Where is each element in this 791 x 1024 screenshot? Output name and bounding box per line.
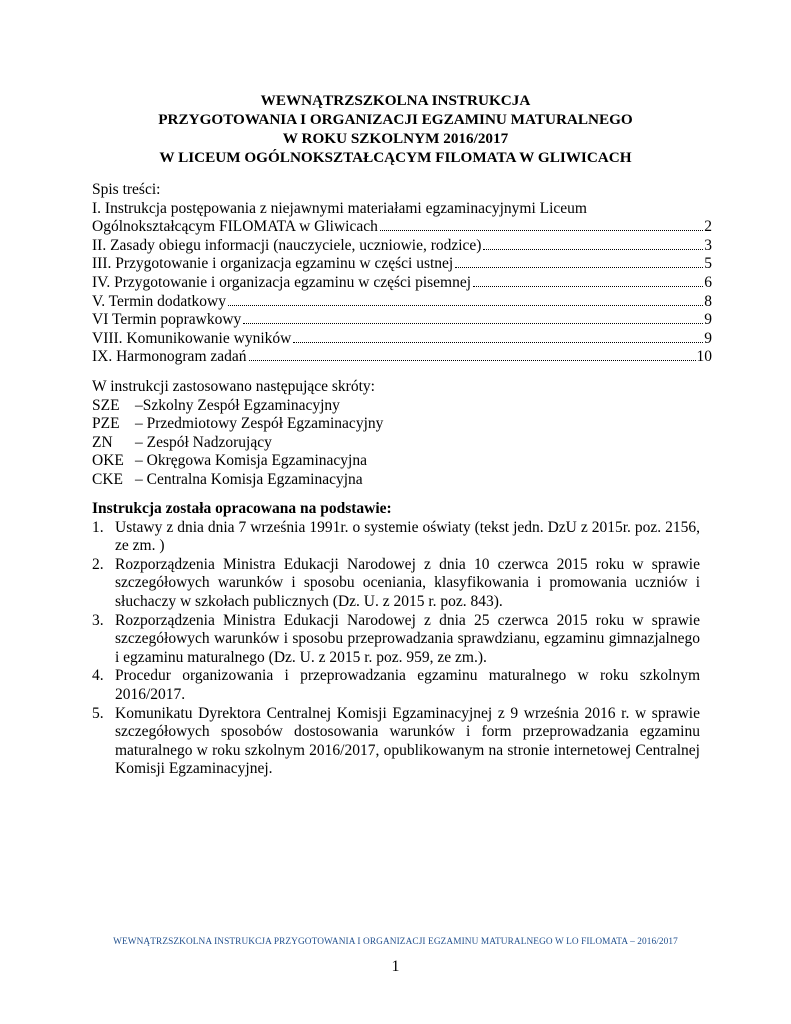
page-number: 1 [391,958,400,975]
abbreviation-value: – Przedmiotowy Zespół Egzaminacyjny [135,415,384,433]
item-number: 1. [92,518,104,536]
abbreviation-row [92,434,383,453]
toc-entry-page: 5 [704,255,712,273]
abbreviation-key: OKE [92,452,124,470]
abbreviation-row [92,471,383,490]
toc-entry-label: V. Termin dodatkowy [92,292,226,310]
toc-entry[interactable] [92,293,712,312]
abbreviation-value: –Szkolny Zespół Egzaminacyjny [135,396,340,414]
item-text: Komunikatu Dyrektora Centralnej Komisji Egzaminacyjnej z 9 września 2016 r. w sprawie szczegółowych sposobów dostosowania warunków i form przeprowadzania egzaminu maturalnego w roku szkolnym 2016/2017, opublikowanym na stronie internetowej Centralnej Komisji Egzaminacyjnej. [115,704,700,778]
item-number: 4. [92,667,104,685]
abbreviation-value: – Zespół Nadzorujący [135,433,272,451]
toc-leader-dots [455,266,703,268]
abbreviation-key: PZE [92,415,120,433]
toc-entry-page: 10 [696,348,712,366]
toc-entry-label: VI Termin poprawkowy [92,311,242,329]
legal-basis-item [92,612,700,668]
toc-entry-label: Ogólnokształcącym FILOMATA w Gliwicach [92,218,378,236]
legal-basis-item [92,519,700,556]
title-line-3: W ROKU SZKOLNYM 2016/2017 [282,130,509,147]
legal-basis-section [92,500,700,779]
item-number: 3. [92,611,104,629]
toc-heading: Spis treści: [92,181,161,198]
item-text: Ustawy z dnia dnia 7 września 1991r. o systemie oświaty (tekst jedn. DzU z 2015r. poz. 2156, ze zm. ) [115,518,700,555]
toc-entry[interactable] [92,330,712,349]
title-line-1: WEWNĄTRZSZKOLNA INSTRUKCJA [260,92,531,109]
toc-entry-page: 9 [704,329,712,347]
toc-entry[interactable] [92,274,712,293]
item-text: Procedur organizowania i przeprowadzania egzaminu maturalnego w roku szkolnym 2016/2017. [115,667,700,703]
abbreviation-key: CKE [92,470,123,488]
toc-leader-dots [380,229,703,231]
toc-entry[interactable] [92,237,712,256]
toc-first-line: I. Instrukcja postępowania z niejawnymi materiałami egzaminacyjnymi Liceum [92,199,587,217]
legal-basis-heading: Instrukcja została opracowana na podstawie: [92,500,392,517]
toc-entry[interactable] [92,311,712,330]
item-text: Rozporządzenia Ministra Edukacji Narodowej z dnia 25 czerwca 2015 roku w sprawie szczegółowych warunków i sposobu przeprowadzania sprawdzianu, egzaminu gimnazjalnego i egzaminu maturalnego (Dz. U. z 2015 r. poz. 959, ze zm.). [115,611,700,666]
item-number: 2. [92,555,104,573]
toc-entry-label: II. Zasady obiegu informacji (nauczyciele, uczniowie, rodzice) [92,236,482,254]
toc-entry-page: 8 [704,292,712,310]
abbreviations-intro: W instrukcji zastosowano następujące skróty: [92,378,375,395]
legal-basis-list [92,519,700,779]
toc-leader-dots [228,304,703,306]
toc-leader-dots [483,248,703,250]
abbreviation-key: SZE [92,396,120,414]
item-text: Rozporządzenia Ministra Edukacji Narodowej z dnia 10 czerwca 2015 roku w sprawie szczegółowych warunków i sposobu oceniania, klasyfikowania i promowania uczniów i słuchaczy w szkołach publicznych (Dz. U. z 2015 r. poz. 843). [115,555,700,610]
title-line-4: W LICEUM OGÓLNOKSZTAŁCĄCYM FILOMATA W GLIWICACH [159,149,632,166]
abbreviation-value: – Centralna Komisja Egzaminacyjna [135,470,363,488]
title-line-2: PRZYGOTOWANIA I ORGANIZACJI EGZAMINU MATURALNEGO [158,111,633,128]
toc-entry-page: 2 [704,218,712,236]
toc-entry-label: III. Przygotowanie i organizacja egzaminu w części ustnej [92,255,454,273]
abbreviation-row [92,397,383,416]
abbreviation-key: ZN [92,433,113,451]
abbreviation-row [92,415,383,434]
page-footer: WEWNĄTRZSZKOLNA INSTRUKCJA PRZYGOTOWANIA I ORGANIZACJI EGZAMINU MATURALNEGO W LO FILOMATA – 2016/2017 [113,937,678,947]
abbreviation-row [92,452,383,471]
toc-entry-label: IX. Harmonogram zadań [92,348,247,366]
toc-leader-dots [473,285,703,287]
legal-basis-item [92,556,700,612]
toc-leader-dots [249,359,696,361]
table-of-contents [92,181,712,367]
toc-entry-page: 6 [704,273,712,291]
item-number: 5. [92,704,104,722]
toc-entry-page: 3 [704,236,712,254]
toc-entry[interactable] [92,218,712,237]
toc-entry[interactable] [92,255,712,274]
abbreviations-section [92,378,383,490]
toc-entry-label: IV. Przygotowanie i organizacja egzaminu w części pisemnej [92,273,472,291]
toc-entry-page: 9 [704,311,712,329]
toc-leader-dots [293,341,703,343]
document-title [80,91,711,167]
toc-entry[interactable] [92,348,712,367]
abbreviation-value: – Okręgowa Komisja Egzaminacyjna [135,452,367,470]
toc-entry-label: VIII. Komunikowanie wyników [92,329,292,347]
legal-basis-item [92,705,700,779]
toc-leader-dots [243,322,703,324]
legal-basis-item [92,667,700,704]
